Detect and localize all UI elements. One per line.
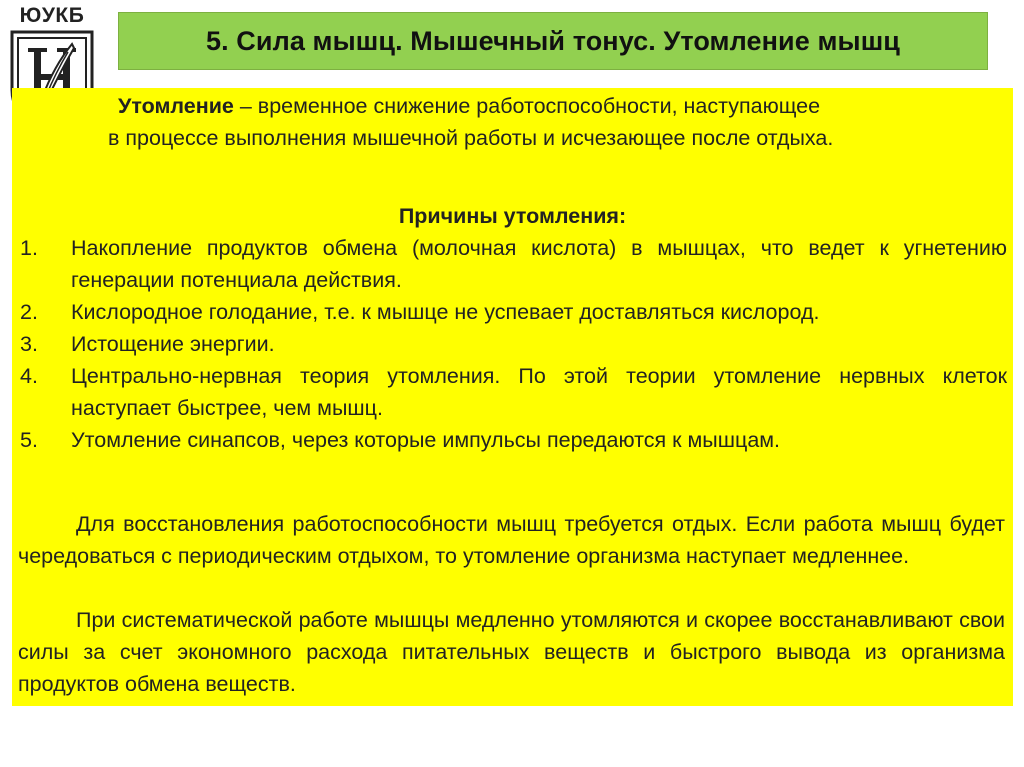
slide-title: 5. Сила мышц. Мышечный тонус. Утомление мышц: [205, 25, 901, 56]
recovery-paragraph: Для восстановления работоспособности мышц требуется отдых. Если работа мышц будет чередоваться с периодическим отдыхом, то утомление организма наступает медленнее.: [18, 512, 1005, 568]
systematic-work-paragraph: При систематической работе мышцы медленно утомляются и скорее восстанавливают свои силы за счет экономного расхода питательных веществ и быстрого вывода из организма продуктов обмена веществ.: [18, 608, 1005, 696]
cause-text: Утомление синапсов, через которые импульсы передаются к мышцам.: [71, 428, 781, 452]
cause-text: Центрально-нервная теория утомления. По этой теории утомление нервных клеток наступает быстрее, чем мышц.: [71, 364, 1007, 420]
cause-number: 1.: [20, 236, 38, 260]
causes-list: [12, 232, 1013, 456]
cause-item-2: [12, 296, 1013, 328]
definition-first-line-text: – временное снижение работоспособности, наступающее: [233, 94, 821, 118]
causes-heading: Причины утомления:: [398, 204, 627, 228]
cause-item-3: [12, 328, 1013, 360]
definition-paragraph: [12, 90, 1013, 154]
content-panel: [12, 88, 1013, 706]
slide-title-bar: [118, 12, 988, 70]
cause-text: Накопление продуктов обмена (молочная кислота) в мышцах, что ведет к угнетению генерации потенциала действия.: [71, 236, 1007, 292]
definition-first-line: [18, 90, 1005, 122]
definition-term: Утомление: [118, 94, 234, 118]
cause-number: 5.: [20, 428, 38, 452]
cause-item-5: [12, 424, 1013, 456]
cause-item-4: [12, 360, 1013, 424]
cause-number: 3.: [20, 332, 38, 356]
cause-text: Кислородное голодание, т.е. к мышце не успевает доставляться кислород.: [71, 300, 820, 324]
cause-number: 2.: [20, 300, 38, 324]
logo-text: ЮУКБ: [19, 4, 85, 27]
cause-number: 4.: [20, 364, 38, 388]
cause-item-1: [12, 232, 1013, 296]
definition-continuation: в процессе выполнения мышечной работы и исчезающее после отдыха.: [108, 126, 834, 150]
cause-text: Истощение энергии.: [71, 332, 275, 356]
